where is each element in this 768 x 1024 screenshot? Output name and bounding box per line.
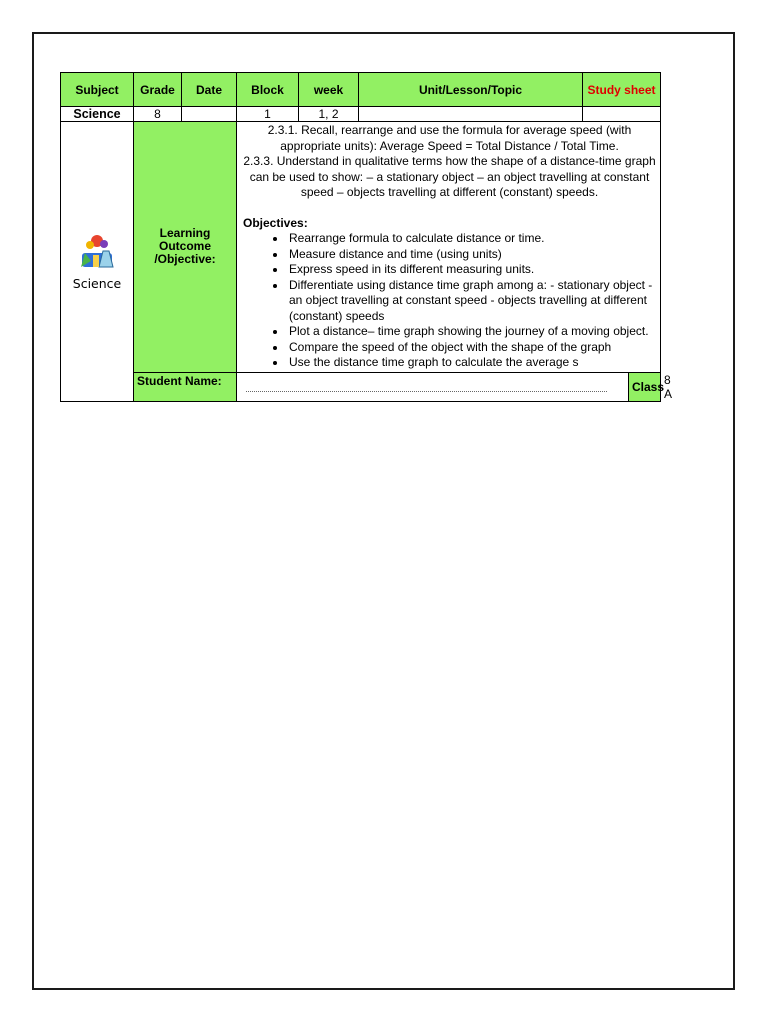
science-logo <box>61 122 134 402</box>
date-value <box>182 107 237 122</box>
objective-item: • Plot a distance– time graph showing the journey of a moving object. <box>287 324 656 340</box>
student-name-label: Student Name: <box>134 372 237 401</box>
objective-item: • Compare the speed of the object with the shape of the graph <box>287 340 656 356</box>
class-label: Class <box>629 372 661 401</box>
logo-label: Science <box>72 276 122 292</box>
objective-item: • Use the distance time graph to calculate the average s <box>287 355 656 371</box>
learning-outcome-label: Learning Outcome /Objective: <box>134 122 237 373</box>
outcome-1: 2.3.1. Recall, rearrange and use the formula for average speed (with appropriate units): Average Speed = Total Distance / Total Time. <box>267 123 632 153</box>
science-lab-icon <box>77 231 117 271</box>
student-name-field[interactable] <box>237 372 629 401</box>
student-row: Student Name: Class 8 A <box>61 372 661 401</box>
block-value: 1 <box>237 107 299 122</box>
outcome-row <box>61 122 661 373</box>
objective-item: • Express speed in its different measuring units. <box>287 262 656 278</box>
objective-item: • Measure distance and time (using units) <box>287 247 656 263</box>
outcome-content <box>237 122 661 373</box>
study-sheet-value <box>583 107 661 122</box>
subject-header: Subject <box>61 73 134 107</box>
week-value: 1, 2 <box>299 107 359 122</box>
objectives-list <box>243 231 656 371</box>
block-header: Block <box>237 73 299 107</box>
grade-value: 8 <box>134 107 182 122</box>
subject-value: Science <box>61 107 134 122</box>
topic-header: Unit/Lesson/Topic <box>359 73 583 107</box>
header-row <box>61 73 661 107</box>
objective-item: • Differentiate using distance time graph among a: - stationary object - an object travelling at constant speed - objects travelling at different (constant) speeds <box>287 278 656 325</box>
week-header: week <box>299 73 359 107</box>
grade-header: Grade <box>134 73 182 107</box>
objectives-title: Objectives: <box>243 215 308 230</box>
outcome-2: 2.3.3. Understand in qualitative terms how the shape of a distance-time graph can be used to show: – a stationary object – an object travelling at constant speed – objects travelling at different (constant) speeds. <box>243 154 656 199</box>
date-header: Date <box>182 73 237 107</box>
study-sheet-label: Study sheet <box>583 73 661 107</box>
objective-item: • Rearrange formula to calculate distance or time. <box>287 231 656 247</box>
student-name-dotted-line <box>246 381 607 392</box>
study-sheet-table <box>60 72 673 402</box>
topic-value <box>359 107 583 122</box>
info-row <box>61 107 661 122</box>
